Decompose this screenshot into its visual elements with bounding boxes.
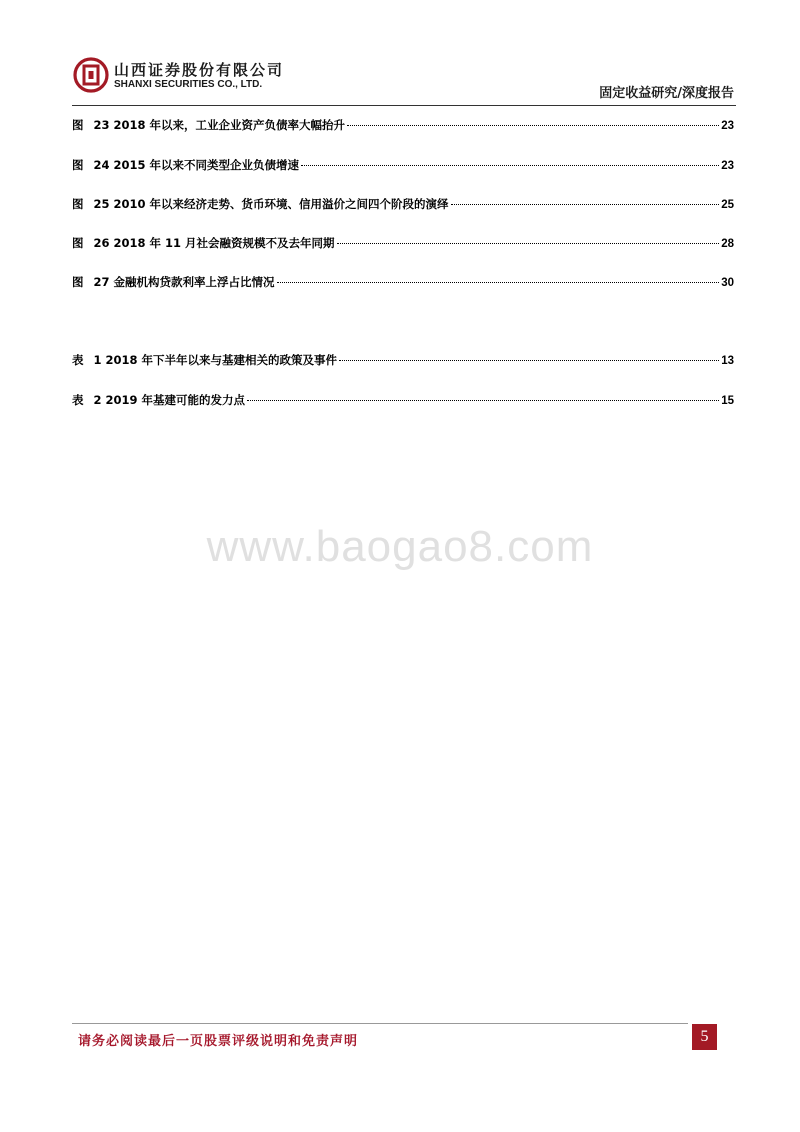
toc-entry[interactable] [72,392,734,412]
dot-leader [339,360,719,361]
toc-page-number: 23 [721,120,734,132]
toc-page-number: 13 [721,355,734,367]
dot-leader [247,400,719,401]
toc-prefix: 表 [72,393,84,407]
toc-page-number: 28 [721,238,734,250]
dot-leader [451,204,720,205]
dot-leader [337,243,720,244]
toc-prefix: 表 [72,353,84,367]
toc-page-number: 25 [721,199,734,211]
toc-entry[interactable] [72,196,734,216]
toc-entry[interactable] [72,157,734,177]
company-name-en: SHANXI SECURITIES CO., LTD. [114,79,263,90]
dot-leader [347,125,719,126]
toc-title: 2 2019 年基建可能的发力点 [93,393,246,407]
toc-title: 23 2018 年以来，工业企业资产负债率大幅抬升 [93,118,346,132]
toc-prefix: 图 [72,275,84,289]
toc-prefix: 图 [72,158,84,172]
toc-entry[interactable] [72,352,734,372]
dot-leader [301,165,719,166]
toc-page-number: 30 [721,277,734,289]
footer-divider [72,1023,688,1024]
company-name-cn: 山西证券股份有限公司 [114,61,285,79]
dot-leader [277,282,720,283]
page-number: 5 [692,1024,717,1050]
toc-title: 26 2018 年 11 月社会融资规模不及去年同期 [93,236,335,250]
header-divider [72,105,736,106]
toc-prefix: 图 [72,118,84,132]
toc-title: 27 金融机构贷款利率上浮占比情况 [93,275,275,289]
toc-entry[interactable] [72,117,734,137]
toc-entry[interactable] [72,274,734,294]
toc-entry[interactable] [72,235,734,255]
toc-page-number: 15 [721,395,734,407]
watermark: www.baogao8.com [206,522,594,571]
disclaimer-text: 请务必阅读最后一页股票评级说明和免责声明 [78,1034,359,1049]
toc-title: 1 2018 年下半年以来与基建相关的政策及事件 [93,353,338,367]
toc-title: 24 2015 年以来不同类型企业负债增速 [93,158,300,172]
toc-page-number: 23 [721,160,734,172]
report-type: 固定收益研究/深度报告 [599,86,734,101]
toc-prefix: 图 [72,236,84,250]
company-logo [73,57,109,93]
toc-prefix: 图 [72,197,84,211]
toc-title: 25 2010 年以来经济走势、货币环境、信用溢价之间四个阶段的演绎 [93,197,449,211]
